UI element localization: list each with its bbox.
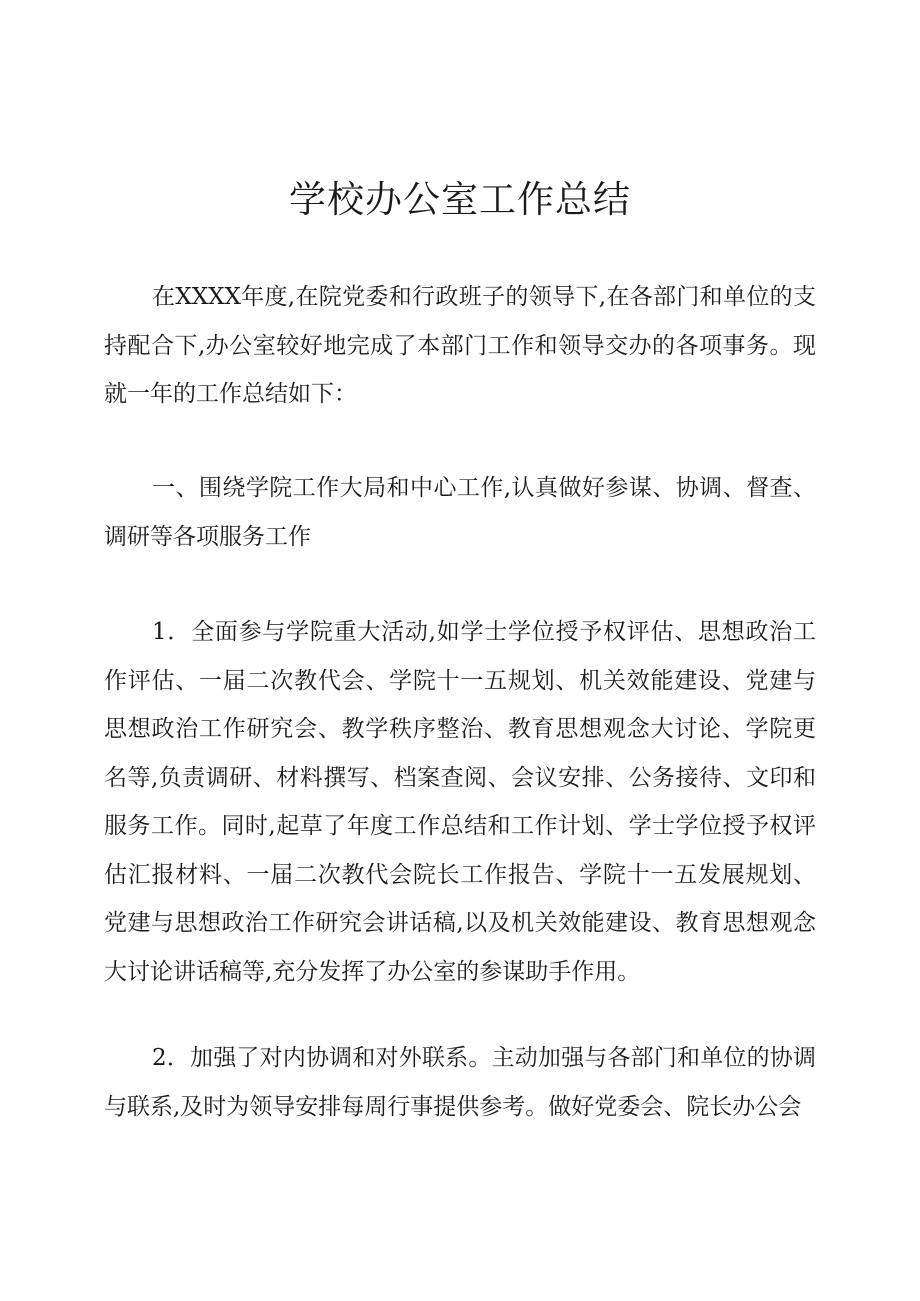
item-2-paragraph: 2．加强了对内协调和对外联系。主动加强与各部门和单位的协调与联系,及时为领导安排每周行事提供参考。做好党委会、院长办公会 — [104, 1045, 816, 1120]
section-1-heading: 一、围绕学院工作大局和中心工作,认真做好参谋、协调、督查、调研等各项服务工作 — [104, 475, 816, 550]
intro-paragraph: 在XXXX年度,在院党委和行政班子的领导下,在各部门和单位的支持配合下,办公室较好地完成了本部门工作和领导交办的各项事务。现就一年的工作总结如下： — [104, 284, 816, 407]
item-1-paragraph: 1．全面参与学院重大活动,如学士学位授予权评估、思想政治工作评估、一届二次教代会、学院十一五规划、机关效能建设、党建与思想政治工作研究会、教学秩序整治、教育思想观念大讨论、学院更名等,负责调研、材料撰写、档案查阅、会议安排、公务接待、文印和服务工作。同时,起草了年度工作总结和工作计划、学士学位授予权评估汇报材料、一届二次教代会院长工作报告、学院十一五发展规划、党建与思想政治工作研究会讲话稿,以及机关效能建设、教育思想观念大讨论讲话稿等,充分发挥了办公室的参谋助手作用。 — [104, 619, 816, 985]
document-title: 学校办公室工作总结 — [289, 178, 631, 221]
